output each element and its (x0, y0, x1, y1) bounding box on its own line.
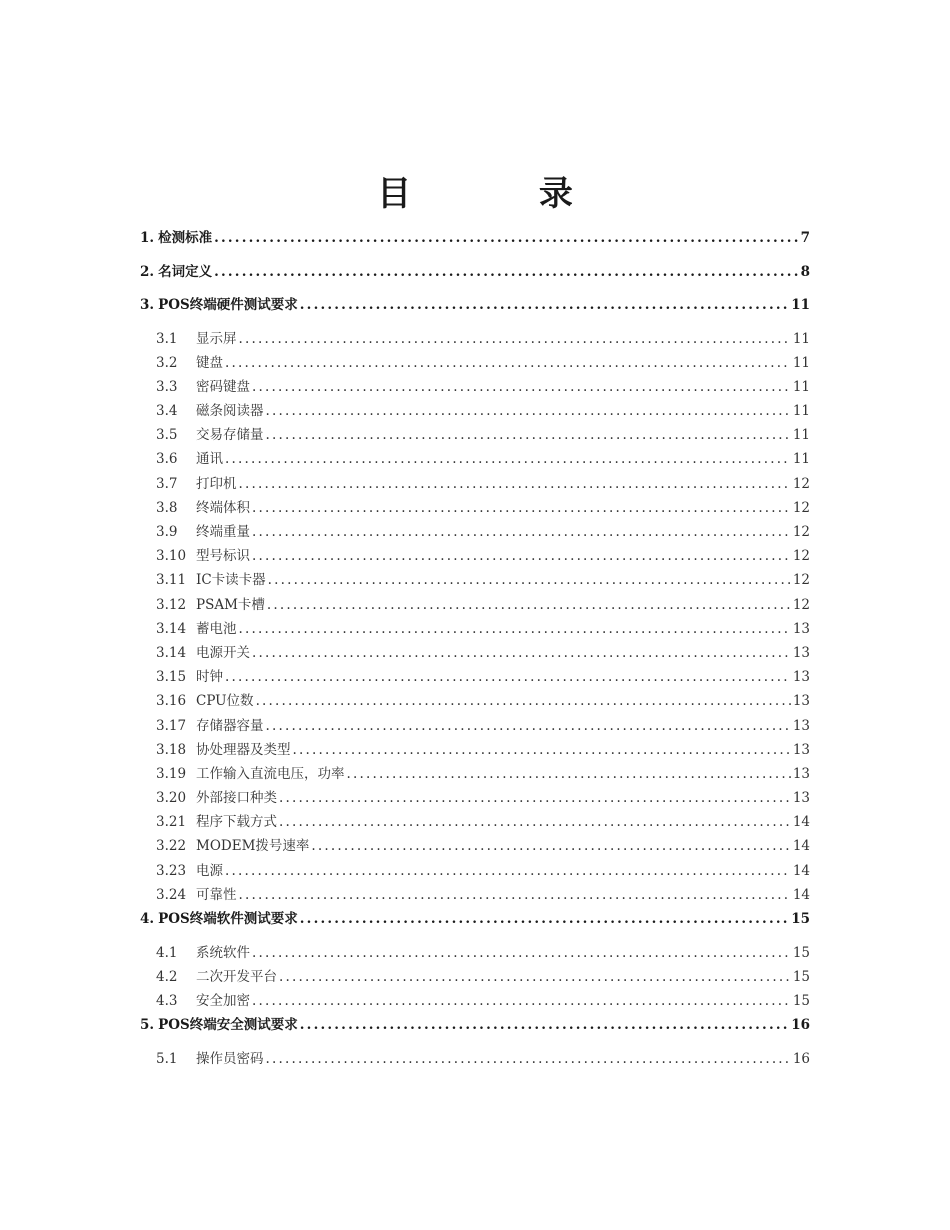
toc-entry-number: 3.21 (156, 814, 187, 831)
toc-section-entry[interactable] (140, 520, 810, 544)
toc-entry-number: 3.9 (156, 524, 178, 540)
toc-dot-leader (239, 617, 791, 641)
toc-entry-title: 密码键盘 (196, 378, 250, 395)
toc-entry-number: 3.22 (156, 838, 187, 855)
toc-page-number: 13 (792, 790, 810, 807)
toc-entry-label (156, 423, 264, 447)
toc-entry-title: 键盘 (196, 354, 223, 371)
toc-entry-label (156, 786, 277, 810)
toc-entry-title: 显示屏 (196, 330, 237, 347)
toc-entry-label (156, 520, 250, 544)
toc-entry-label (156, 351, 223, 375)
toc-page-number: 13 (792, 669, 810, 686)
toc-entry-number: 3.5 (156, 427, 178, 444)
toc-chapter-entry[interactable] (140, 293, 810, 327)
toc-section-entry[interactable] (140, 665, 810, 689)
toc-entry-title: 安全加密 (196, 992, 250, 1009)
toc-entry-title: POS终端硬件测试要求 (158, 297, 298, 313)
toc-section-entry[interactable] (140, 762, 810, 786)
toc-dot-leader (225, 859, 791, 883)
toc-entry-title: 终端体积 (196, 499, 250, 516)
toc-entry-label (156, 965, 277, 989)
toc-entry-number: 3.2 (156, 354, 178, 371)
toc-entry-number: 3.4 (156, 403, 178, 420)
toc-entry-label (156, 859, 223, 883)
toc-dot-leader (300, 1013, 789, 1037)
toc-dot-leader (252, 520, 791, 544)
toc-entry-number: 3.12 (156, 596, 187, 613)
toc-entry-title: 程序下载方式 (196, 814, 277, 831)
toc-entry-title: MODEM拨号速率 (196, 838, 310, 855)
toc-page-number: 11 (792, 403, 810, 420)
toc-section-entry[interactable] (140, 834, 810, 858)
toc-entry-number: 3.8 (156, 499, 178, 516)
toc-page-number: 16 (791, 1017, 810, 1034)
toc-entry-title: 存储器容量 (196, 717, 264, 734)
toc-dot-leader (252, 544, 791, 568)
toc-entry-label (156, 738, 291, 762)
toc-page-number: 14 (792, 838, 810, 855)
toc-page-number: 11 (792, 451, 810, 468)
toc-page-number: 13 (792, 644, 810, 661)
toc-page-number: 12 (792, 596, 810, 613)
toc-section-entry[interactable] (140, 399, 810, 423)
toc-page-number: 11 (792, 330, 810, 347)
toc-entry-label (156, 327, 237, 351)
toc-page-number: 15 (791, 911, 810, 927)
toc-entry-label (156, 810, 277, 834)
toc-dot-leader (266, 423, 791, 447)
toc-dot-leader (256, 689, 791, 713)
toc-dot-leader (239, 883, 791, 907)
toc-entry-title: POS终端软件测试要求 (158, 911, 298, 927)
toc-page-number: 14 (792, 862, 810, 879)
toc-entry-number: 3.23 (156, 862, 187, 879)
toc-page-number: 15 (792, 944, 810, 961)
toc-section-entry[interactable] (140, 689, 810, 713)
toc-entry-title: POS终端安全测试要求 (158, 1017, 298, 1034)
toc-page-number: 13 (792, 765, 810, 782)
toc-dot-leader (252, 989, 791, 1013)
toc-page-number: 13 (792, 717, 810, 734)
toc-entry-number: 3.18 (156, 741, 187, 758)
toc-dot-leader (279, 786, 791, 810)
toc-entry-number: 3.17 (156, 717, 187, 734)
toc-entry-label (140, 226, 212, 250)
toc-section-entry[interactable] (140, 859, 810, 883)
toc-entry-title: 系统软件 (196, 944, 250, 961)
toc-page-number: 7 (800, 230, 810, 246)
table-of-contents (140, 226, 810, 1071)
toc-dot-leader (311, 834, 790, 858)
toc-chapter-entry[interactable] (140, 1013, 810, 1047)
toc-page-number: 11 (791, 297, 810, 313)
toc-entry-label (156, 941, 250, 965)
toc-entry-label (140, 1013, 298, 1037)
toc-section-entry[interactable] (140, 593, 810, 617)
toc-entry-title: 型号标识 (196, 548, 250, 565)
toc-title: 目 录 (377, 174, 631, 214)
toc-dot-leader (252, 496, 791, 520)
toc-dot-leader (293, 738, 791, 762)
toc-entry-number: 1. (140, 230, 155, 246)
toc-dot-leader (252, 941, 791, 965)
toc-entry-title: 外部接口种类 (196, 790, 277, 807)
toc-entry-title: IC卡读卡器 (196, 572, 266, 589)
toc-section-entry[interactable] (140, 738, 810, 762)
toc-entry-number: 4.3 (156, 992, 178, 1009)
toc-entry-title: 协处理器及类型 (196, 741, 291, 758)
toc-dot-leader (279, 810, 791, 834)
toc-dot-leader (266, 714, 791, 738)
toc-entry-number: 5. (140, 1017, 155, 1034)
toc-entry-number: 3.15 (156, 669, 187, 686)
toc-entry-number: 3.16 (156, 693, 187, 710)
toc-page-number: 15 (792, 992, 810, 1009)
toc-page-number: 15 (792, 968, 810, 985)
toc-entry-title: 电源开关 (196, 644, 250, 661)
toc-section-entry[interactable] (140, 641, 810, 665)
toc-entry-number: 3. (140, 297, 155, 313)
toc-entry-number: 3.20 (156, 790, 187, 807)
toc-section-entry[interactable] (140, 965, 810, 989)
toc-page-number: 12 (792, 572, 810, 589)
toc-entry-title: 打印机 (196, 475, 237, 492)
toc-entry-label (156, 593, 265, 617)
toc-page-number: 16 (792, 1050, 810, 1067)
toc-entry-label (156, 714, 264, 738)
toc-section-entry[interactable] (140, 351, 810, 375)
toc-entry-title: 可靠性 (196, 886, 237, 903)
toc-section-entry[interactable] (140, 617, 810, 641)
toc-section-entry[interactable] (140, 327, 810, 351)
toc-section-entry[interactable] (140, 375, 810, 399)
toc-dot-leader (225, 665, 791, 689)
toc-entry-label (156, 617, 237, 641)
toc-dot-leader (347, 762, 791, 786)
toc-dot-leader (225, 351, 791, 375)
toc-entry-label (156, 1047, 264, 1071)
toc-entry-number: 4.2 (156, 968, 178, 985)
toc-entry-number: 3.1 (156, 330, 178, 347)
toc-page-number: 12 (792, 499, 810, 516)
toc-dot-leader (239, 472, 791, 496)
toc-entry-number: 2. (140, 263, 155, 280)
toc-entry-title: 交易存储量 (196, 427, 264, 444)
toc-dot-leader (266, 399, 791, 423)
toc-entry-number: 5.1 (156, 1050, 178, 1067)
toc-entry-label (156, 399, 264, 423)
toc-entry-label (156, 762, 345, 786)
toc-page-number: 13 (792, 693, 810, 710)
toc-dot-leader (268, 568, 791, 592)
toc-section-entry[interactable] (140, 883, 810, 907)
toc-entry-label (156, 375, 250, 399)
toc-entry-label (156, 989, 250, 1013)
toc-entry-label (156, 641, 250, 665)
toc-entry-label (156, 689, 254, 713)
toc-entry-title: 通讯 (196, 451, 223, 468)
toc-entry-label (140, 260, 212, 284)
toc-page-number: 11 (792, 378, 810, 395)
toc-dot-leader (300, 293, 789, 317)
toc-dot-leader (225, 447, 791, 471)
toc-entry-label (156, 496, 250, 520)
toc-entry-number: 3.6 (156, 451, 178, 468)
toc-dot-leader (300, 907, 789, 931)
toc-section-entry[interactable] (140, 786, 810, 810)
toc-section-entry[interactable] (140, 989, 810, 1013)
toc-section-entry[interactable] (140, 423, 810, 447)
toc-section-entry[interactable] (140, 810, 810, 834)
toc-entry-label (156, 447, 223, 471)
toc-section-entry[interactable] (140, 472, 810, 496)
toc-chapter-entry[interactable] (140, 226, 810, 260)
toc-entry-number: 3.14 (156, 644, 187, 661)
toc-entry-label (140, 907, 298, 931)
toc-entry-label (156, 472, 237, 496)
toc-entry-label (156, 883, 237, 907)
toc-chapter-entry[interactable] (140, 260, 810, 294)
toc-entry-label (156, 544, 250, 568)
toc-entry-number: 4. (140, 911, 155, 927)
toc-dot-leader (267, 593, 791, 617)
toc-dot-leader (214, 260, 799, 284)
toc-entry-title: 终端重量 (196, 524, 250, 540)
toc-entry-label (156, 568, 266, 592)
toc-section-entry[interactable] (140, 941, 810, 965)
toc-entry-number: 3.10 (156, 548, 187, 565)
toc-entry-title: 工作输入直流电压，功率 (196, 765, 345, 782)
toc-entry-title: 检测标准 (158, 230, 213, 246)
toc-page-number: 8 (800, 263, 810, 280)
toc-dot-leader (266, 1047, 791, 1071)
toc-dot-leader (252, 375, 791, 399)
toc-entry-label (156, 834, 309, 858)
toc-entry-number: 4.1 (156, 944, 178, 961)
toc-entry-title: CPU位数 (196, 693, 254, 710)
toc-page-number: 14 (792, 886, 810, 903)
toc-dot-leader (214, 226, 799, 250)
toc-page-number: 11 (792, 354, 810, 371)
toc-entry-label (156, 665, 223, 689)
toc-section-entry[interactable] (140, 714, 810, 738)
toc-page-number: 13 (792, 741, 810, 758)
toc-chapter-entry[interactable] (140, 907, 810, 941)
toc-page-number: 12 (792, 524, 810, 540)
toc-dot-leader (279, 965, 791, 989)
toc-dot-leader (239, 327, 791, 351)
toc-entry-title: 二次开发平台 (196, 968, 277, 985)
toc-entry-title: 电源 (196, 862, 223, 879)
toc-section-entry[interactable] (140, 544, 810, 568)
toc-entry-number: 3.19 (156, 765, 187, 782)
toc-section-entry[interactable] (140, 496, 810, 520)
toc-section-entry[interactable] (140, 568, 810, 592)
toc-page-number: 11 (792, 427, 810, 444)
toc-entry-title: 磁条阅读器 (196, 403, 264, 420)
toc-entry-label (140, 293, 298, 317)
toc-page-number: 12 (792, 475, 810, 492)
toc-entry-title: 名词定义 (158, 263, 213, 280)
toc-page-number: 12 (792, 548, 810, 565)
toc-page-number: 13 (792, 620, 810, 637)
toc-entry-title: 蓄电池 (196, 620, 237, 637)
toc-entry-number: 3.14 (156, 620, 187, 637)
toc-entry-number: 3.3 (156, 378, 178, 395)
toc-section-entry[interactable] (140, 1047, 810, 1071)
toc-entry-title: 时钟 (196, 669, 223, 686)
toc-section-entry[interactable] (140, 447, 810, 471)
toc-entry-number: 3.7 (156, 475, 178, 492)
toc-dot-leader (252, 641, 791, 665)
toc-page-number: 14 (792, 814, 810, 831)
toc-entry-title: 操作员密码 (196, 1050, 264, 1067)
toc-entry-title: PSAM卡槽 (196, 596, 265, 613)
toc-entry-number: 3.24 (156, 886, 187, 903)
toc-entry-number: 3.11 (156, 572, 187, 589)
